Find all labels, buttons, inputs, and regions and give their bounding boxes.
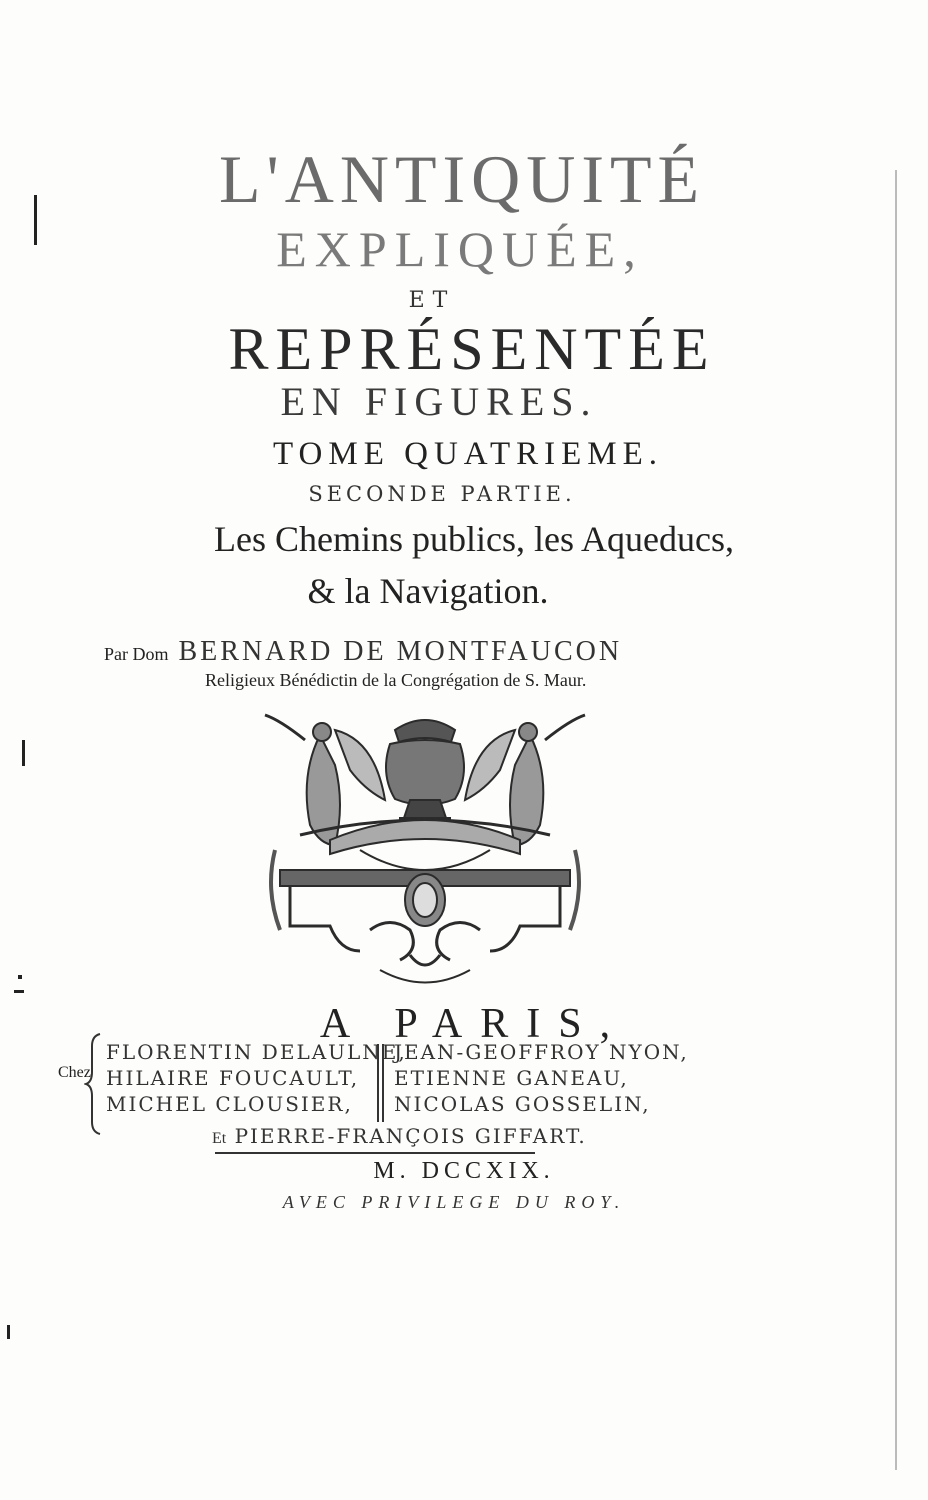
scan-mark bbox=[14, 990, 24, 993]
title-line-et: ET bbox=[408, 288, 456, 313]
scan-mark bbox=[22, 740, 25, 766]
subject-line-2: & la Navigation. bbox=[307, 571, 549, 611]
scan-mark bbox=[7, 1325, 10, 1339]
page-edge-shadow bbox=[895, 170, 897, 1470]
printer-name: NICOLAS GOSSELIN, bbox=[394, 1092, 651, 1116]
title-line-representee: REPRÉSENTÉE bbox=[228, 316, 716, 382]
author-affiliation: Religieux Bénédictin de la Congrégation de S. Maur. bbox=[205, 670, 587, 690]
chez-label: Chez bbox=[58, 1064, 91, 1081]
printer-name: JEAN-GEOFFROY NYON, bbox=[394, 1040, 689, 1064]
title-line-antiquite: L'ANTIQUITÉ bbox=[218, 141, 706, 217]
horizontal-rule bbox=[215, 1152, 535, 1154]
scan-mark bbox=[18, 975, 22, 979]
author-name: BERNARD DE MONTFAUCON bbox=[178, 636, 623, 667]
part-line: SECONDE PARTIE. bbox=[308, 482, 576, 506]
imprint-place: A PARIS, bbox=[319, 1001, 629, 1047]
imprint-year: M. DCCXIX. bbox=[373, 1158, 555, 1184]
privilege-line: AVEC PRIVILEGE DU ROY. bbox=[282, 1192, 626, 1212]
engraved-vignette-icon bbox=[260, 700, 590, 990]
last-printer-prefix: Et bbox=[212, 1130, 227, 1147]
scan-mark bbox=[34, 195, 37, 245]
last-printer-line bbox=[212, 1124, 587, 1148]
subject-line-1: Les Chemins publics, les Aqueducs, bbox=[214, 519, 734, 559]
volume-line: TOME QUATRIEME. bbox=[272, 436, 664, 472]
title-line-expliquee: EXPLIQUÉE, bbox=[276, 221, 644, 277]
printer-name: ETIENNE GANEAU, bbox=[394, 1066, 629, 1090]
printer-name: FLORENTIN DELAULNE, bbox=[106, 1040, 407, 1064]
last-printer-name: PIERRE-FRANÇOIS GIFFART. bbox=[234, 1124, 587, 1148]
printer-name: HILAIRE FOUCAULT, bbox=[106, 1066, 360, 1090]
author-prefix: Par Dom bbox=[104, 644, 169, 664]
title-line-en-figures: EN FIGURES. bbox=[280, 379, 598, 424]
brace-icon bbox=[84, 1030, 104, 1140]
author-line bbox=[104, 636, 622, 668]
double-rule-divider bbox=[376, 1044, 386, 1122]
printer-name: MICHEL CLOUSIER, bbox=[106, 1092, 353, 1116]
